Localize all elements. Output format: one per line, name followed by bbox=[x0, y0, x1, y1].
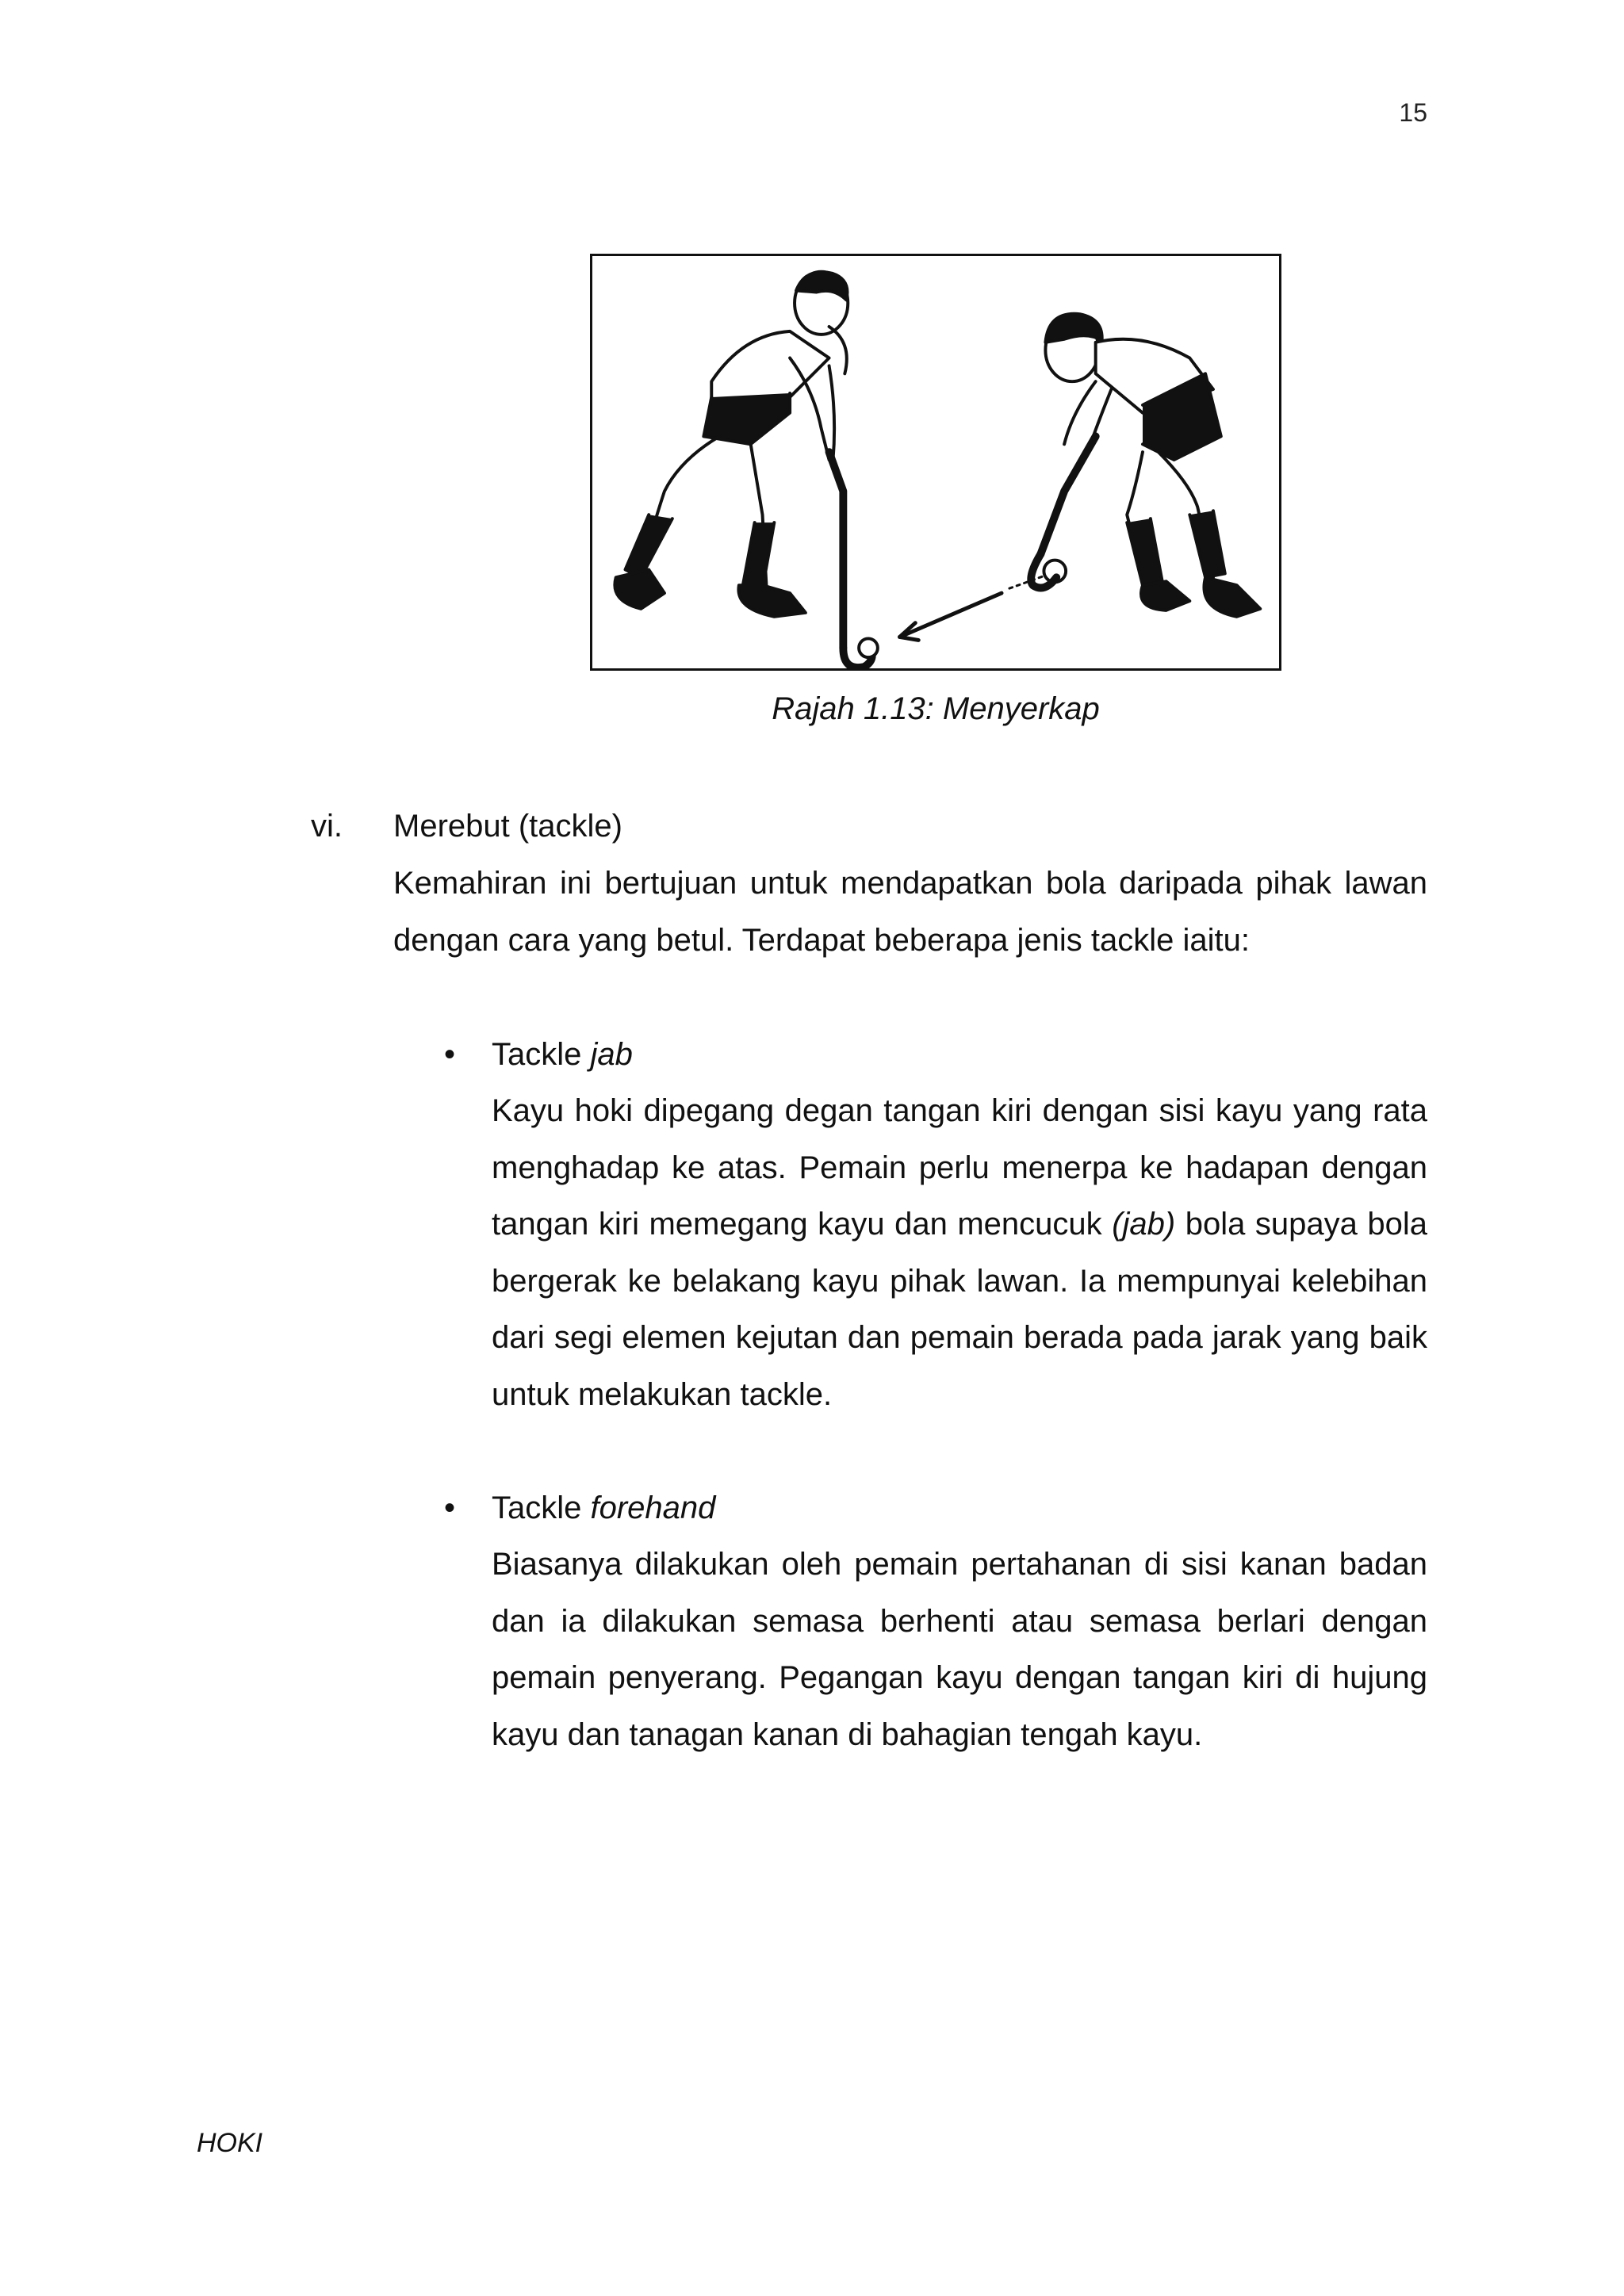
section-intro: Kemahiran ini bertujuan untuk mendapatkan bola daripada pihak lawan dengan cara yang betul. Terdapat beberapa jenis tackle iaitu: bbox=[393, 866, 1427, 958]
ball-received bbox=[859, 638, 878, 657]
figure-menyerkap bbox=[590, 254, 1281, 671]
item-title-plain: Tackle bbox=[492, 1490, 591, 1525]
item-title-italic: jab bbox=[590, 1037, 633, 1072]
item-title-plain: Tackle bbox=[492, 1037, 591, 1072]
item-body-before: Kayu hoki dipegang degan tangan kiri dengan sisi kayu yang rata menghadap ke atas. Pemain perlu menerpa ke hadapan dengan tangan kiri memegang kayu dan mencucuk bbox=[492, 1093, 1427, 1242]
item-body-jab bbox=[492, 1083, 1427, 1423]
hockey-illustration bbox=[592, 256, 1279, 668]
footer-label: HOKI bbox=[197, 2128, 263, 2158]
section-numeral: vi. bbox=[311, 809, 343, 844]
player-left-drawing bbox=[615, 272, 871, 668]
item-title-italic: forehand bbox=[590, 1490, 716, 1525]
item-body-italic: (jab) bbox=[1112, 1207, 1176, 1242]
page-number: 15 bbox=[1399, 98, 1427, 127]
section-heading: Merebut (tackle) bbox=[393, 809, 622, 844]
bullet-marker: • bbox=[444, 1490, 456, 1525]
bullet-marker: • bbox=[444, 1037, 456, 1072]
item-title-forehand bbox=[492, 1479, 715, 1536]
figure-caption: Rajah 1.13: Menyerkap bbox=[772, 691, 1100, 726]
item-title-jab bbox=[492, 1026, 633, 1083]
item-body-after: bola supaya bola bergerak ke belakang kayu pihak lawan. Ia mempunyai kelebihan dari segi elemen kejutan dan pemain berada pada jarak yang baik untuk melakukan tackle. bbox=[492, 1207, 1427, 1412]
item-body-forehand: Biasanya dilakukan oleh pemain pertahanan di sisi kanan badan dan ia dilakukan semasa berhenti atau semasa berlari dengan pemain penyerang. Pegangan kayu dengan tangan kiri di hujung kayu dan tanagan kanan di bahagian tengah kayu. bbox=[492, 1547, 1427, 1752]
